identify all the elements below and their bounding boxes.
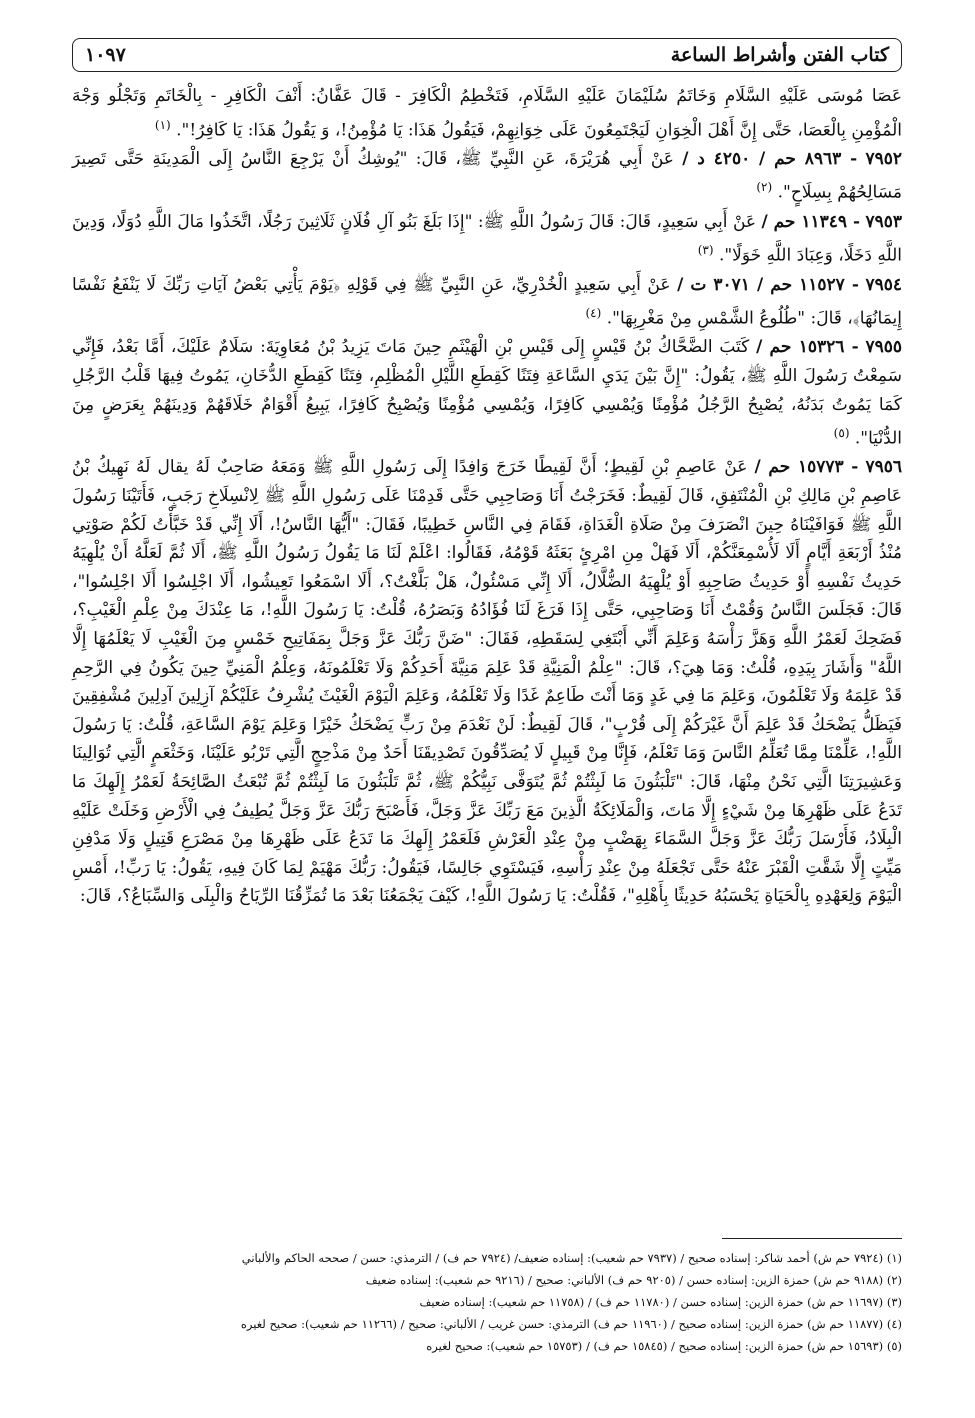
hadith-number: ٧٩٥٢ <box>865 148 903 169</box>
footnote: (٤) (١١٨٧٧ حم ش) حمزة الزين: إسناده صحيح / (١١٩٦٠ حم ف) الترمذي: حسن غريب / الألباني: صحيح / (١١٢٦٦ حم شعيب): صحيح لغيره <box>240 1317 902 1331</box>
page-number: ١٠٩٧ <box>85 44 126 66</box>
page-header <box>72 38 902 72</box>
hadith-entry <box>72 208 902 271</box>
hadith-text: عَنْ عَاصِمِ بْنِ لَقِيطٍ؛ أَنَّ لَقِيطًا خَرَجَ وَافِدًا إِلَى رَسُولِ اللَّهِ ﷺ وَمَعَهُ صَاحِبٌ لَهُ يقال لَهُ نَهِيكُ بْنُ عَاصِمِ بْنِ مَالِكِ بْنِ الْمُنْتَفِقِ، قَالَ لَقِيطٌ: فَخَرَجْتُ أَنَا وَصَاحِبِي حَتَّى قَدِمْنَا عَلَى رَسُولِ اللَّهِ ﷺ لِانْسِلَاخِ رَجَبٍ، فَأَتَيْنَا رَسُولَ اللَّهِ ﷺ فَوَافَيْنَاهُ حِينَ انْصَرَفَ مِنْ صَلَاةِ الْغَدَاةِ، فَقَامَ فِي النَّاسِ خَطِيبًا، فَقَالَ: "أَيُّهَا النَّاسُ!، أَلَا إِنِّي قَدْ خَبَّأْتُ لَكُمْ صَوْتِي مُنْذُ أَرْبَعَةِ أَيَّامٍ أَلَا لَأُسْمِعَنَّكُمْ، أَلَا فَهَلْ مِنِ امْرِئٍ بَعَثَهُ قَوْمُهُ، فَقَالُوا: اعْلَمْ لَنَا مَا يَقُولُ رَسُولُ اللَّهِ ﷺ، أَلَا ثُمَّ لَعَلَّهُ أَنْ يُلْهِيَهُ حَدِيثُ نَفْسِهِ أَوْ حَدِيثُ صَاحِبِهِ أَوْ يُلْهِيَهُ الضُّلَّالُ، أَلَا إِنِّي مَسْئُولٌ، هَلْ بَلَّغْتُ؟، أَلَا اسْمَعُوا تَعِيشُوا، أَلَا اجْلِسُوا أَلَا اجْلِسُوا"، قَالَ: فَجَلَسَ النَّاسُ وَقُمْتُ أَنَا وَصَاحِبِي، حَتَّى إِذَا فَرَغَ لَنَا فُؤَادُهُ وَبَصَرُهُ، قُلْتُ: يَا رَسُولَ اللَّهِ!، مَا عِنْدَكَ مِنْ عِلْمِ الْغَيْبِ؟، فَضَحِكَ لَعَمْرُ اللَّهِ وَهَزَّ رَأْسَهُ وَعَلِمَ أَنِّي أَبْتَغِي لِسَقَطِهِ، فَقَالَ: "ضَنَّ رَبُّكَ عَزَّ وَجَلَّ بِمَفَاتِيحِ خَمْسٍ مِنَ الْغَيْبِ لَا يَعْلَمُهَا إِلَّا اللَّهُ" وَأَشَارَ بِيَدِهِ، قُلْتُ: وَمَا هِيَ؟، قَالَ: "عِلْمُ الْمَنِيَّةِ قَدْ عَلِمَ مَنِيَّةَ أَحَدِكُمْ وَلَا تَعْلَمُونَهُ، وَعِلْمُ الْمَنِيِّ حِينَ يَكُونُ فِي الرَّحِمِ قَدْ عَلِمَهُ وَلَا تَعْلَمُونَ، وَعَلِمَ مَا فِي غَدٍ وَمَا أَنْتَ طَاعِمٌ غَدًا وَلَا تَعْلَمُهُ، وَعَلِمَ الْيَوْمَ الْغَيْثَ يُشْرِفُ عَلَيْكُمْ آزِلِينَ آدِلِينَ مُشْفِقِينَ فَيَظَلُّ يَضْحَكُ قَدْ عَلِمَ أَنَّ غَيْرَكُمْ إِلَى قُرْبٍ"، قَالَ لَقِيطٌ: لَنْ نَعْدَمَ مِنْ رَبٍّ يَضْحَكُ خَيْرًا وَعَلِمَ يَوْمَ السَّاعَةِ، قُلْتُ: يَا رَسُولَ اللَّهِ!، عَلِّمْنَا مِمَّا تُعَلِّمُ النَّاسَ وَمَا تَعْلَمُ، فَإِنَّا مِنْ قَبِيلٍ لَا يُصَدِّقُونَ تَصْدِيقَنَا أَحَدٌ مِنْ مَذْحِجٍ الَّتِي تَرْبُو عَلَيْنَا، وَخَثْعَمٍ الَّتِي تُوَالِينَا وَعَشِيرَتِنَا الَّتِي نَحْنُ مِنْهَا، قَالَ: "تَلْبَثُونَ مَا لَبِثْتُمْ ثُمَّ يُتَوَفَّى نَبِيُّكُمْ ﷺ، ثُمَّ تَلْبَثُونَ مَا لَبِثْتُمْ ثُمَّ تُبْعَثُ الصَّائِحَةُ لَعَمْرُ إِلَهِكَ مَا تَدَعُ عَلَى ظَهْرِهَا مِنْ شَيْءٍ إِلَّا مَاتَ، وَالْمَلَائِكَةُ الَّذِينَ مَعَ رَبِّكَ عَزَّ وَجَلَّ، فَأَصْبَحَ رَبُّكَ عَزَّ وَجَلَّ يُطِيفُ فِي الْأَرْضِ وَخَلَتْ عَلَيْهِ الْبِلَادُ، فَأَرْسَلَ رَبُّكَ عَزَّ وَجَلَّ السَّمَاءَ بِهَضْبٍ مِنْ عِنْدِ الْعَرْشِ فَلَعَمْرُ إِلَهِكَ مَا تَدَعُ عَلَى ظَهْرِهَا مِنْ مَصْرَعِ قَتِيلٍ وَلَا مَدْفِنِ مَيِّتٍ إِلَّا شَقَّتِ الْقَبْرَ عَنْهُ حَتَّى تَجْعَلَهُ مِنْ عِنْدِ رَأْسِهِ، فَيَسْتَوِي جَالِسًا، فَيَقُولُ: رَبُّكَ مَهْيَمْ لِمَا كَانَ فِيهِ، يَقُولُ: يَا رَبِّ!، أَمْسِ الْيَوْمَ وَلِعَهْدِهِ بِالْحَيَاةِ يَحْسَبُهُ حَدِيثًا بِأَهْلِهِ"، فَقُلْتُ: يَا رَسُولَ اللَّهِ!، كَيْفَ يَجْمَعُنَا بَعْدَ مَا تُمَزِّقُنَا الرِّيَاحُ وَالْبِلَى وَالسِّبَاعُ؟، قَالَ: <box>72 457 902 907</box>
footnote-ref[interactable]: (١) <box>154 117 171 132</box>
hadith-source: - ٨٩٦٣ حم / ٤٢٥٠ د / <box>682 148 858 169</box>
hadith-entry <box>72 82 902 145</box>
footnote-ref[interactable]: (٢) <box>756 180 773 195</box>
footnotes <box>72 1238 902 1357</box>
footnote-divider <box>722 1238 902 1239</box>
footnote-ref[interactable]: (٤) <box>585 306 602 321</box>
hadith-entry <box>72 333 902 453</box>
hadith-text: كَتَبَ الضَّحَّاكُ بْنُ قَيْسٍ إِلَى قَيْسِ بْنِ الْهَيْثَمِ حِينَ مَاتَ يَزِيدُ بْنُ مُعَاوِيَةَ: سَلَامٌ عَلَيْكَ، أَمَّا بَعْدُ، فَإِنِّي سَمِعْتُ رَسُولَ اللَّهِ ﷺ، يَقُولُ: "إِنَّ بَيْنَ يَدَيِ السَّاعَةِ فِتَنًا كَقِطَعِ اللَّيْلِ الْمُظْلِمِ، فِتَنًا كَقِطَعِ الدُّخَانِ، يَمُوتُ فِيهَا قَلْبُ الرَّجُلِ كَمَا يَمُوتُ بَدَنُهُ، يُصْبِحُ الرَّجُلُ مُؤْمِنًا وَيُمْسِي كَافِرًا، وَيُمْسِي مُؤْمِنًا وَيُصْبِحُ كَافِرًا، يَبِيعُ أَقْوَامٌ خَلَاقَهُمْ وَدِينَهُمْ بِعَرَضٍ مِنَ الدُّنْيَا". <box>72 337 902 449</box>
hadith-entry <box>72 271 902 334</box>
footnote-ref[interactable]: (٥) <box>833 426 850 441</box>
hadith-source: - ١١٥٢٧ حم / ٣٠٧١ ت / <box>677 274 859 295</box>
hadith-entry <box>72 453 902 911</box>
hadith-source: - ١٥٧٧٣ حم / <box>754 457 859 478</box>
hadith-body <box>72 82 902 911</box>
footnote-ref[interactable]: (٣) <box>697 243 714 258</box>
hadith-source: - ١٥٣٢٦ حم / <box>756 337 859 358</box>
hadith-number: ٧٩٥٥ <box>865 337 903 358</box>
hadith-entry <box>72 145 902 208</box>
book-title: كتاب الفتن وأشراط الساعة <box>670 44 889 66</box>
page-content <box>72 38 902 911</box>
hadith-number: ٧٩٥٣ <box>865 211 903 232</box>
hadith-source: - ١١٣٤٩ حم / <box>761 211 861 232</box>
hadith-text: عَنْ أَبِي سَعِيدٍ الْخُدْرِيِّ، عَنِ النَّبِيِّ ﷺ فِي قَوْلِهِ ﴿يَوْمَ يَأْتِي بَعْضُ آيَاتِ رَبِّكَ لَا يَنْفَعُ نَفْسًا إِيمَانُهَا﴾، قَالَ: "طُلُوعُ الشَّمْسِ مِنْ مَغْرِبِهَا". <box>72 274 902 329</box>
footnote: (٥) (١٥٦٩٣ حم ش) حمزة الزين: إسناده صحيح / (١٥٨٤٥ حم ف) / (١٥٧٥٣ حم شعيب): صحيح لغيره <box>426 1339 902 1353</box>
footnote: (١) (٧٩٢٤ حم ش) أحمد شاكر: إسناده صحيح / (٧٩٣٧ حم شعيب): إسناده ضعيف/ (٧٩٢٤ حم ف) / الترمذي: حسن / صححه الحاكم والألباني <box>241 1251 902 1265</box>
footnote: (٣) (١١٦٩٧ حم ش) حمزة الزين: إسناده حسن / (١١٧٨٠ حم ف) / (١١٧٥٨ حم شعيب): إسناده ضعيف <box>419 1295 902 1309</box>
hadith-number: ٧٩٥٤ <box>865 274 902 295</box>
hadith-text: عَصَا مُوسَى عَلَيْهِ السَّلَامِ وَخَاتَمُ سُلَيْمَانَ عَلَيْهِ السَّلَامِ، فَتَخْطِمُ الْكَافِرَ - قَالَ عَفَّانُ: أَنْفَ الْكَافِرِ - بِالْخَاتَمِ وَتَجْلُو وَجْهَ الْمُؤْمِنِ بِالْعَصَا، حَتَّى إِنَّ أَهْلَ الْخِوَانِ لَيَجْتَمِعُونَ عَلَى خِوَانِهِمْ، فَيَقُولُ هَذَا: يَا مُؤْمِنُ!، وَ يَقُولُ هَذَا: يَا كَافِرُ!". <box>72 86 902 141</box>
hadith-number: ٧٩٥٦ <box>865 457 903 478</box>
hadith-text: عَنْ أَبِي هُرَيْرَةَ، عَنِ النَّبِيِّ ﷺ، قَالَ: "يُوشِكُ أَنْ يَرْجِعَ النَّاسُ إِلَى الْمَدِينَةِ حَتَّى تَصِيرَ مَسَالِحُهُمْ بِسِلَاحٍ". <box>72 148 902 204</box>
footnote: (٢) (٩١٨٨ حم ش) حمزة الزين: إسناده حسن / (٩٢٠٥ حم ف) الألباني: صحيح / (٩٢١٦ حم شعيب): إسناده ضعيف <box>365 1273 902 1287</box>
hadith-text: عَنْ أَبِي سَعِيدٍ، قَالَ: قَالَ رَسُولُ اللَّهِ ﷺ: "إِذَا بَلَغَ بَنُو آلِ فُلَانٍ ثَلَاثِينَ رَجُلًا، اتَّخَذُوا مَالَ اللَّهِ دُوَلًا، وَدِينَ اللَّهِ دَخَلًا، وَعِبَادَ اللَّهِ خَوَلًا". <box>72 211 902 266</box>
